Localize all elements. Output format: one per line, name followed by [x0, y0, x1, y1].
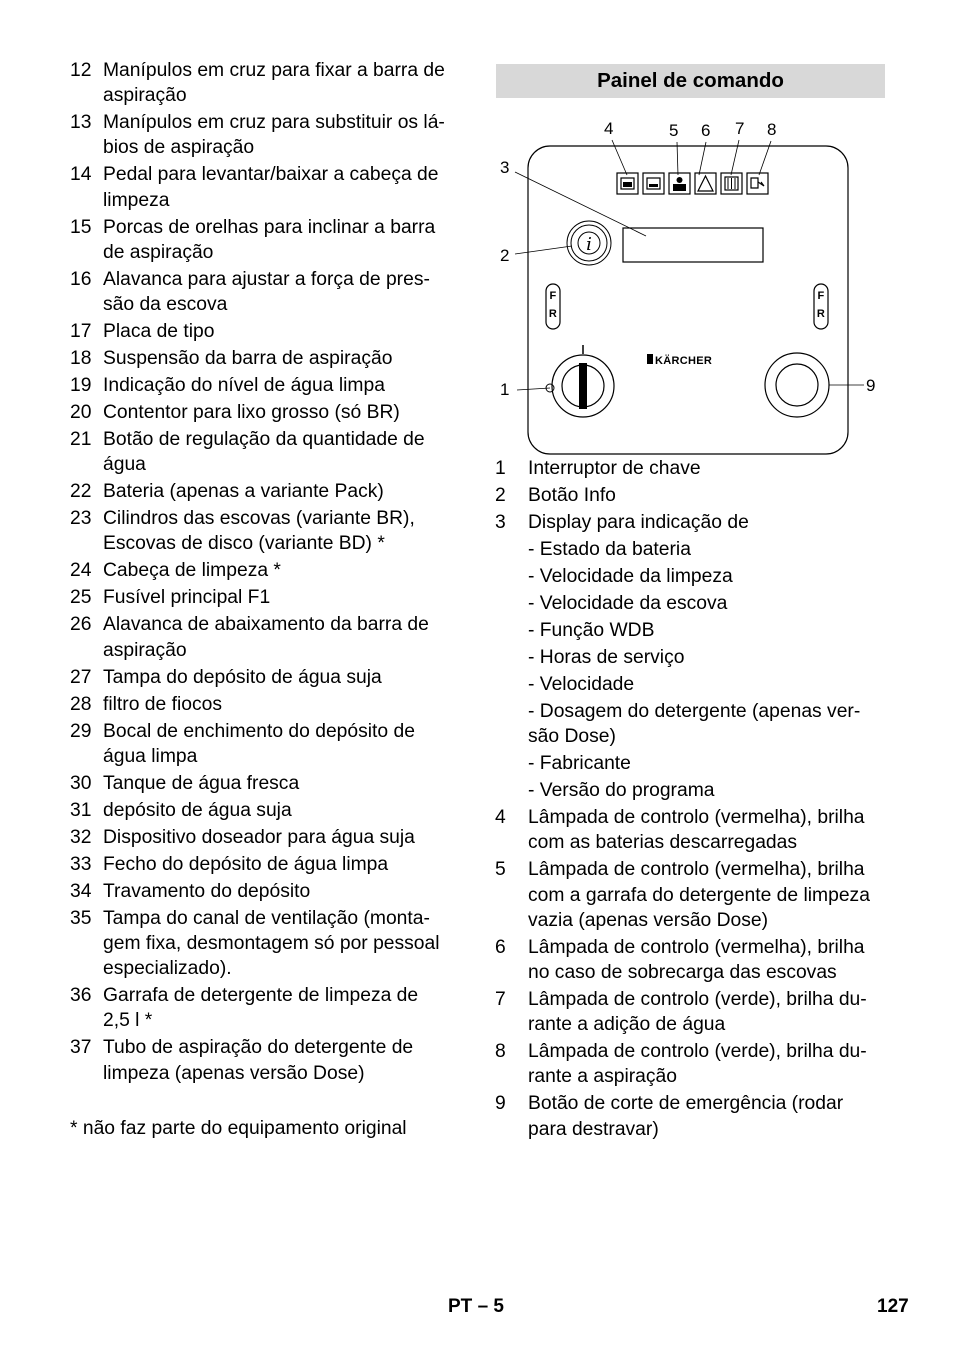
item-text: Alavanca de abaixamento da barra de aspiração: [103, 614, 429, 661]
list-item: [495, 510, 887, 535]
item-number: 36: [70, 985, 92, 1007]
item-number: 4: [495, 807, 506, 829]
item-number: 13: [70, 112, 92, 134]
list-item: [70, 879, 465, 904]
list-item: [70, 798, 465, 823]
display-subitem: - Função WDB: [528, 620, 655, 641]
item-text: Indicação do nível de água limpa: [103, 375, 385, 397]
parts-list-left: [70, 58, 465, 1088]
control-panel-diagram: [496, 112, 888, 460]
forward-label: F: [817, 290, 825, 302]
item-number: 34: [70, 880, 92, 902]
list-item: [70, 665, 465, 690]
item-number: 9: [495, 1093, 506, 1115]
list-item: [70, 215, 465, 265]
callout-number: 2: [500, 246, 510, 265]
callout-number: 1: [500, 380, 510, 399]
item-number: 29: [70, 720, 92, 742]
lamp-warning-icon: [695, 173, 716, 194]
list-item: [70, 267, 465, 317]
list-item: [70, 825, 465, 850]
list-item: [70, 558, 465, 583]
display-subitem: - Versão do programa: [528, 780, 715, 802]
item-number: 26: [70, 614, 92, 636]
section-title: Painel de comando: [597, 69, 784, 92]
control-panel-figure: [496, 112, 888, 460]
item-number: 12: [70, 60, 92, 81]
display-subitem: - Velocidade da escova: [528, 593, 728, 614]
info-button: [567, 221, 611, 265]
footer-section: [448, 1296, 504, 1318]
display-subitem: - Dosagem do detergente (apenas ver- são Dose): [528, 701, 861, 748]
lamp-detergent-icon: [643, 173, 664, 194]
item-text: Garrafa de detergente de limpeza de 2,5 l *: [103, 985, 419, 1032]
item-text: Botão de corte de emergência (rodar para destravar): [528, 1093, 844, 1140]
item-text: Placa de tipo: [103, 321, 215, 343]
list-item: [70, 427, 465, 477]
panel-legend-list: [495, 456, 887, 1144]
lamp-brush-overload-icon: [669, 173, 690, 194]
item-text: Tubo de aspiração do detergente de limpeza (apenas versão Dose): [103, 1037, 414, 1084]
item-text: Contentor para lixo grosso (só BR): [103, 402, 400, 424]
reverse-label: R: [816, 308, 826, 320]
display-subitem: - Fabricante: [528, 753, 631, 775]
list-item: [70, 719, 465, 769]
item-text: Manípulos em cruz para substituir os lá- bios de aspiração: [103, 112, 445, 159]
item-number: 22: [70, 481, 92, 503]
item-number: 16: [70, 268, 92, 290]
item-text: Pedal para levantar/baixar a cabeça de limpeza: [103, 164, 439, 211]
item-number: 30: [70, 772, 92, 794]
list-item: [70, 906, 465, 982]
item-text: Lâmpada de controlo (vermelha), brilha com a garrafa do detergente de limpeza vazia (apenas versão Dose): [528, 859, 870, 931]
item-number: 18: [70, 348, 92, 370]
list-item: [495, 935, 887, 985]
item-text: Cilindros das escovas (variante BR), Escovas de disco (variante BD) *: [103, 508, 415, 555]
callout-number: 7: [735, 119, 745, 138]
list-item: [70, 585, 465, 610]
list-item: [495, 1091, 887, 1141]
list-item: [70, 506, 465, 556]
item-text: Cabeça de limpeza *: [103, 560, 281, 582]
item-text: Lâmpada de controlo (verde), brilha du- rante a aspiração: [528, 1041, 867, 1088]
item-number: 19: [70, 375, 92, 397]
list-item: [70, 852, 465, 877]
item-text: Porcas de orelhas para inclinar a barra de aspiração: [103, 216, 436, 263]
display-subitem: - Estado da bateria: [528, 539, 691, 560]
key-switch: [546, 345, 614, 417]
item-text: Tanque de água fresca: [103, 772, 300, 794]
item-text: Suspensão da barra de aspiração: [103, 348, 393, 370]
item-text: Botão Info: [528, 485, 616, 506]
fr-switch-left: [546, 284, 560, 329]
item-number: 2: [495, 485, 506, 506]
footnote: * não faz parte do equipamento original: [70, 1118, 407, 1139]
item-number: 27: [70, 666, 92, 688]
section-heading: [496, 64, 885, 98]
lamp-battery-icon: [617, 173, 638, 194]
item-number: 20: [70, 402, 92, 424]
list-item: [495, 456, 887, 481]
list-item: [70, 771, 465, 796]
list-item: [70, 400, 465, 425]
item-number: 35: [70, 907, 92, 929]
callout-number: 4: [604, 119, 614, 138]
display-subitem: - Horas de serviço: [528, 647, 685, 668]
item-text: Bateria (apenas a variante Pack): [103, 481, 384, 503]
item-number: 6: [495, 936, 506, 958]
list-item: [495, 805, 887, 855]
item-text: Interruptor de chave: [528, 458, 701, 479]
callout-number: 3: [500, 158, 510, 177]
list-item: [495, 857, 887, 933]
item-text: Dispositivo doseador para água suja: [103, 826, 415, 848]
emergency-stop-button: [765, 353, 829, 417]
list-item: [70, 319, 465, 344]
brand-name: KÄRCHER: [655, 355, 713, 367]
list-item: [70, 373, 465, 398]
lamp-water-icon: [721, 173, 742, 194]
item-text: Botão de regulação da quantidade de água: [103, 429, 425, 476]
item-text: Lâmpada de controlo (verde), brilha du- rante a adição de água: [528, 989, 867, 1036]
item-number: 25: [70, 587, 92, 609]
info-symbol: i: [586, 234, 592, 255]
item-text: Fusível principal F1: [103, 587, 271, 609]
list-item: [70, 110, 465, 160]
list-item: [70, 983, 465, 1033]
item-text: Alavanca para ajustar a força de pres- são da escova: [103, 268, 430, 316]
lamp-vacuum-icon: [747, 173, 768, 194]
item-text: Tampa do canal de ventilação (monta- gem fixa, desmontagem só por pessoal especializado).: [103, 907, 440, 980]
panel-outline: [528, 146, 848, 454]
list-item: [70, 1035, 465, 1085]
reverse-label: R: [548, 308, 558, 320]
list-item: [70, 346, 465, 371]
item-text: Display para indicação de: [528, 512, 749, 533]
page-number: 127: [877, 1296, 909, 1317]
item-number: 33: [70, 853, 92, 875]
callout-number: 8: [767, 120, 777, 139]
item-number: 3: [495, 512, 506, 533]
fr-switch-right: [814, 284, 828, 329]
item-number: 21: [70, 429, 92, 451]
list-item: [70, 692, 465, 717]
item-text: Lâmpada de controlo (vermelha), brilha no caso de sobrecarga das escovas: [528, 936, 865, 984]
item-number: 28: [70, 693, 92, 715]
forward-label: F: [549, 290, 557, 302]
item-number: 37: [70, 1037, 92, 1059]
item-number: 17: [70, 321, 92, 343]
callout-number: 9: [866, 376, 876, 395]
item-text: Bocal de enchimento do depósito de água limpa: [103, 720, 415, 767]
item-text: depósito de água suja: [103, 799, 292, 821]
item-number: 8: [495, 1041, 506, 1063]
language-code: PT: [448, 1296, 473, 1317]
list-item: [495, 1039, 887, 1089]
list-item: [70, 612, 465, 662]
list-item: [70, 58, 465, 108]
item-text: Travamento do depósito: [103, 880, 311, 902]
item-text: Manípulos em cruz para fixar a barra de aspiração: [103, 60, 445, 107]
list-item: [495, 987, 887, 1037]
display-subitem: - Velocidade: [528, 674, 635, 695]
item-text: filtro de fiocos: [103, 693, 222, 715]
item-number: 1: [495, 458, 506, 479]
list-item: [70, 162, 465, 212]
item-text: Lâmpada de controlo (vermelha), brilha com as baterias descarregadas: [528, 807, 865, 854]
item-number: 32: [70, 826, 92, 848]
item-number: 24: [70, 560, 92, 582]
item-text: Tampa do depósito de água suja: [103, 666, 382, 688]
item-number: 5: [495, 859, 506, 881]
item-number: 7: [495, 989, 506, 1011]
item-number: 14: [70, 164, 92, 186]
item-number: 23: [70, 508, 92, 530]
item-number: 15: [70, 216, 92, 238]
item-text: Fecho do depósito de água limpa: [103, 853, 389, 875]
karcher-logo: [647, 354, 712, 367]
section-page-number: 5: [493, 1296, 504, 1317]
callout-number: 5: [669, 121, 679, 140]
item-number: 31: [70, 799, 92, 821]
footer-dash: –: [477, 1296, 489, 1317]
display-subitem: - Velocidade da limpeza: [528, 566, 733, 587]
callout-number: 6: [701, 121, 711, 140]
list-item: [70, 479, 465, 504]
display-screen: [623, 228, 763, 262]
list-item: [495, 483, 887, 508]
